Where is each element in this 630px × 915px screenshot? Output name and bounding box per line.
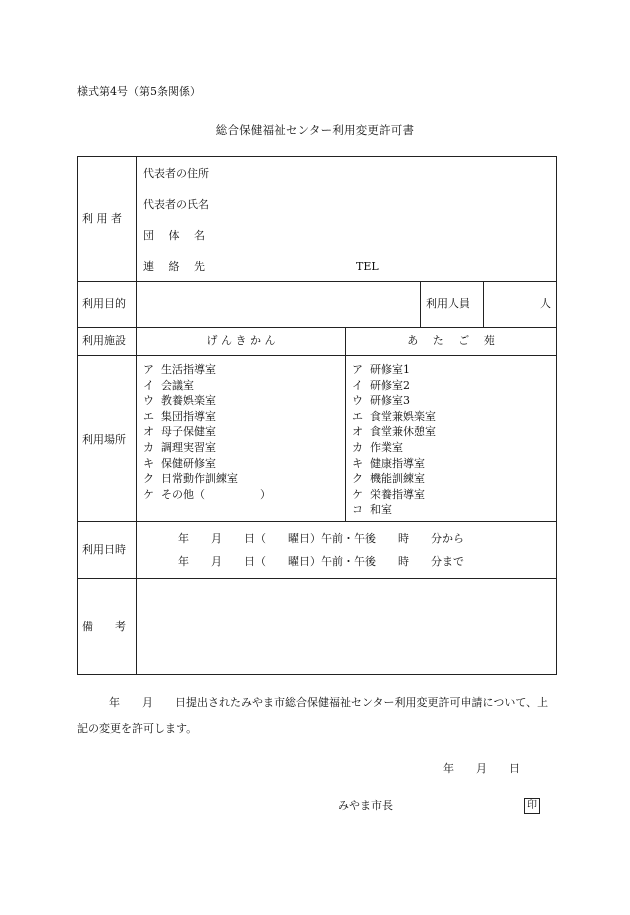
room-item-marker: エ: [352, 409, 363, 423]
contact-label: 連 絡 先: [143, 260, 205, 273]
row-divider: [77, 281, 557, 282]
table-border-right: [556, 156, 557, 675]
room-item: [352, 378, 410, 393]
row-divider: [77, 521, 557, 522]
room-item-name: 研修室2: [370, 378, 410, 392]
room-item-name: 栄養指導室: [370, 487, 425, 501]
room-item-marker: オ: [352, 425, 363, 439]
room-item-name: 食堂兼休憩室: [370, 425, 436, 439]
room-item-marker: ウ: [143, 394, 154, 408]
seal-stamp: 印: [524, 798, 540, 814]
room-item: [352, 440, 403, 455]
room-item-name: 調理実習室: [161, 441, 216, 454]
room-item-marker: キ: [143, 456, 154, 470]
room-item-name: 日常動作訓練室: [161, 472, 238, 486]
room-item-name: 食堂兼娯楽室: [370, 409, 436, 423]
room-item-name: 会議室: [161, 378, 194, 392]
room-item-marker: ア: [143, 363, 154, 376]
room-item: [352, 362, 410, 377]
representative-address-label: 代表者の住所: [143, 167, 209, 180]
remarks-label: 備 考: [82, 620, 126, 633]
count-divider: [483, 281, 484, 328]
approval-statement: 年 月 日提出されたみやま市総合保健福祉センター利用変更許可申請について、上記の変更を許可します。: [77, 696, 549, 735]
table-border-bottom: [77, 674, 557, 675]
table-border-left: [77, 156, 78, 675]
room-item: [352, 456, 425, 471]
purpose-label: 利用目的: [82, 297, 126, 310]
label-column-divider: [136, 156, 137, 675]
room-item-marker: コ: [352, 503, 363, 517]
room-item-marker: ウ: [352, 394, 363, 408]
room-item-marker: ケ: [352, 487, 363, 501]
room-item-name: 和室: [370, 503, 392, 517]
approval-date: 年 月 日: [443, 762, 520, 775]
attendee-count-unit: 人: [540, 297, 551, 310]
room-item: [143, 409, 216, 424]
room-item: [143, 471, 238, 486]
room-item-marker: エ: [143, 409, 154, 423]
room-item-marker: ア: [352, 363, 363, 376]
group-name-label: 団 体 名: [143, 229, 205, 242]
row-divider: [77, 578, 557, 579]
facility-genkikan: げ ん き か ん: [206, 334, 276, 347]
place-label: 利用場所: [82, 433, 126, 446]
room-item-name: 健康指導室: [370, 456, 425, 470]
row-divider: [77, 355, 557, 356]
room-item-name: 保健研修室: [161, 456, 216, 470]
form-number: 様式第4号（第5条関係）: [77, 85, 201, 98]
facility-divider: [345, 327, 346, 522]
room-item-marker: キ: [352, 456, 363, 470]
room-item-name: 研修室3: [370, 394, 410, 408]
datetime-from: 年 月 日（ 曜日）午前・午後 時 分から: [178, 532, 464, 545]
room-item: [352, 502, 392, 517]
room-item-name: 作業室: [370, 441, 403, 454]
facility-atagoen: あ た ご 苑: [407, 334, 495, 347]
room-item-marker: イ: [143, 378, 154, 392]
room-item-name: 研修室1: [370, 363, 410, 376]
room-item-marker: ケ: [143, 487, 154, 501]
room-item: [143, 456, 216, 471]
room-item-marker: オ: [143, 425, 154, 439]
datetime-to: 年 月 日（ 曜日）午前・午後 時 分まで: [178, 555, 464, 568]
room-item: [143, 487, 271, 502]
room-item-name: 母子保健室: [161, 425, 216, 439]
room-item: [143, 362, 216, 377]
attendee-count-label: 利用人員: [426, 297, 470, 310]
room-item: [143, 393, 216, 408]
representative-name-label: 代表者の氏名: [143, 198, 209, 211]
room-item-marker: ク: [143, 472, 154, 486]
room-item-name: その他（ ）: [161, 487, 271, 501]
applicant-label: 利 用 者: [82, 212, 122, 225]
room-item: [143, 378, 194, 393]
room-item-marker: ク: [352, 472, 363, 486]
datetime-label: 利用日時: [82, 543, 126, 556]
room-item-name: 集団指導室: [161, 409, 216, 423]
room-item-marker: カ: [352, 441, 363, 454]
room-item-name: 教養娯楽室: [161, 394, 216, 408]
tel-label: TEL: [356, 260, 379, 273]
room-item-name: 機能訓練室: [370, 472, 425, 486]
room-item: [143, 424, 216, 439]
facility-label: 利用施設: [82, 334, 126, 347]
room-item: [352, 487, 425, 502]
room-item-name: 生活指導室: [161, 363, 216, 376]
room-item: [352, 409, 436, 424]
row-divider: [77, 327, 557, 328]
document-title: 総合保健福祉センター利用変更許可書: [215, 123, 415, 137]
room-item-marker: イ: [352, 378, 363, 392]
room-item: [352, 471, 425, 486]
room-item-marker: カ: [143, 441, 154, 454]
room-item: [352, 393, 410, 408]
mayor-title: みやま市長: [338, 799, 393, 812]
table-border-top: [77, 156, 557, 157]
room-item: [143, 440, 216, 455]
purpose-divider: [420, 281, 421, 328]
room-item: [352, 424, 436, 439]
